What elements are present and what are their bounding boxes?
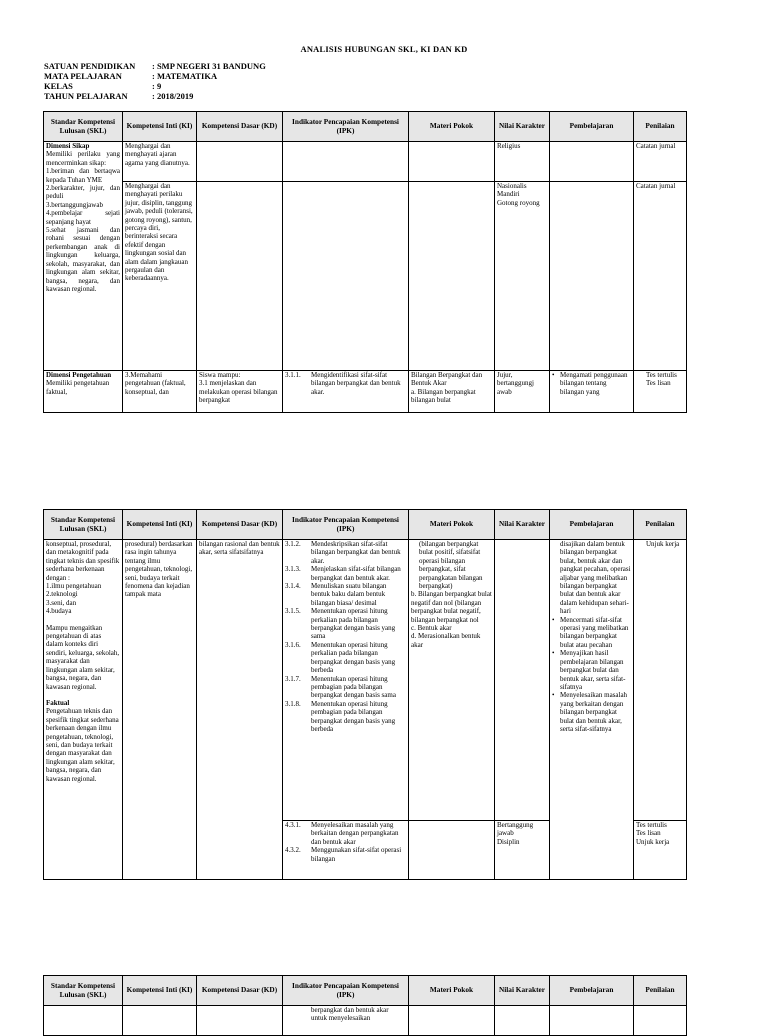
info-label: KELAS xyxy=(44,81,73,91)
bullet-icon: • xyxy=(552,371,555,379)
nilai3-cell: Jujur, bertanggungj awab xyxy=(495,371,550,413)
header-materi: Materi Pokok xyxy=(409,510,495,540)
skl-text: konseptual, prosedural, dan metakognitif pada tingkat teknis dan spesifik sederhana berkenaan dengan : xyxy=(46,540,120,582)
ipk-number: 3.1.3. xyxy=(285,565,301,574)
materi-text: (bilangan berpangkat bulat positif, sifatsifat operasi bilangan berpangkat, sifat perpangkatan bilangan berpangkat) xyxy=(419,540,483,591)
ipk-text: Menggunakan sifat-sifat operasi bilangan xyxy=(311,846,402,863)
empty-cell xyxy=(550,142,634,182)
ipk-text: berpangkat dan bentuk akar untuk menyelesaikan xyxy=(311,1006,389,1023)
empty-cell xyxy=(283,182,409,371)
materi-item: a. Bilangan berpangkat bilangan bulat xyxy=(411,387,476,405)
pembelajaran-item xyxy=(552,649,631,691)
ipk-cont-cell xyxy=(283,1006,409,1036)
empty-cell xyxy=(495,540,550,821)
sikap-item: 1.beriman dan bertaqwa kepada Tuhan YME xyxy=(46,167,120,184)
header-ki: Kompetensi Inti (KI) xyxy=(123,112,197,142)
ipk-item xyxy=(285,607,406,641)
kd-cont-cell: bilangan rasional dan bentuk akar, serta sifatsifatnya xyxy=(197,540,283,880)
ipk-text: Mendeskripsikan sifat-sifat bilangan berpangkat dan bentuk akar. xyxy=(311,540,401,565)
empty-cell xyxy=(197,182,283,371)
info-value: : 9 xyxy=(152,81,162,91)
ipk-text: Menjelaskan sifat-sifat bilangan berpangkat dan bentuk akar. xyxy=(311,565,401,582)
kd3-cell xyxy=(197,371,283,413)
info-label: SATUAN PENDIDIKAN xyxy=(44,61,136,71)
ipk-item xyxy=(285,821,406,846)
header-kd: Kompetensi Dasar (KD) xyxy=(197,510,283,540)
sikap-title: Dimensi Sikap xyxy=(46,142,90,150)
header-ipk: Indikator Pencapaian Kompetensi (IPK) xyxy=(283,976,409,1006)
header-kd: Kompetensi Dasar (KD) xyxy=(197,112,283,142)
pembelajaran-item xyxy=(552,371,631,396)
skl-list-item: 3.seni, dan xyxy=(46,598,77,607)
header-ipk: Indikator Pencapaian Kompetensi (IPK) xyxy=(283,510,409,540)
penilaian2-cell: Catatan jurnal xyxy=(634,182,687,371)
ipk-number: 3.1.2. xyxy=(285,540,301,548)
pembelajaran-item xyxy=(552,616,631,650)
empty-cell xyxy=(409,142,495,182)
ipk-item xyxy=(285,371,406,396)
info-label: MATA PELAJARAN xyxy=(44,71,122,81)
pembelajaran-text: Menyelesaikan masalah yang berkaitan dengan bilangan berpangkat bulat dan bentuk akar, serta sifat-sifatnya xyxy=(560,691,628,733)
pengetahuan-text: Memiliki pengetahuan faktual, xyxy=(46,379,110,396)
ipk-text: Menentukan operasi hitung pembagian pada bilangan berpangkat dengan basis yang berbeda xyxy=(311,699,396,733)
ipk-item xyxy=(285,700,406,734)
empty-cell xyxy=(197,142,283,182)
ipk-item xyxy=(285,641,406,675)
ki3-cell: 3.Memahami pengetahuan (faktual, konseptual, dan xyxy=(123,371,197,413)
kd3-text: 3.1 menjelaskan dan melakukan operasi bilangan berpangkat xyxy=(199,379,278,405)
empty-cell xyxy=(123,1006,197,1036)
header-ipk: Indikator Pencapaian Kompetensi (IPK) xyxy=(283,112,409,142)
materi-item: b. Bilangan berpangkat bulat negatif dan nol (bilangan berpangkat bulat negatif, bilangan berpangkat nol xyxy=(411,590,492,624)
sikap-item: 2.berkarakter, jujur, dan peduli xyxy=(46,184,120,201)
skl-list-item: 4.budaya xyxy=(46,607,72,616)
ipk-text: Menentukan operasi hitung perkalian pada bilangan berpangkat dengan basis yang berbeda xyxy=(311,640,396,675)
penilaian4-cell: Tes tertulis Tes lisan Unjuk kerja xyxy=(634,821,687,880)
pembelajaran-item xyxy=(552,691,631,733)
faktual-text: Pengetahuan teknis dan spesifik tingkat sederhana berkenaan dengan ilmu pengetahuan, teknologi, seni, dan budaya terkait dengan masyarakat dan lingkungan alam sekitar, bangsa, negara, dan kawasan regional. xyxy=(46,707,119,783)
sikap-item: 5.sehat jasmani dan rohani sesuai dengan perkembangan anak di lingkungan keluarga, sekolah, masyarakat, dan lingkungan alam sekitar, bangsa, negara, dan kawasan regional. xyxy=(46,226,120,293)
skl-list-item: 2.teknologi xyxy=(46,590,78,599)
header-penilaian: Penilaian xyxy=(634,510,687,540)
empty-cell xyxy=(550,182,634,371)
ipk-number: 3.1.5. xyxy=(285,607,301,616)
info-value: : SMP NEGERI 31 BANDUNG xyxy=(152,61,266,71)
ipk-text: Menentukan operasi hitung pembagian pada bilangan berpangkat dengan basis sama xyxy=(311,674,396,700)
sikap-item: 3.bertanggungjawab xyxy=(46,200,103,209)
pembelajaran-text: Mengamati penggunaan bilangan tentang bilangan yang xyxy=(560,371,628,396)
skl-pengetahuan-cell xyxy=(44,371,123,413)
ipk-item xyxy=(285,582,406,607)
ipk-number: 3.1.8. xyxy=(285,699,301,708)
header-nilai: Nilai Karakter xyxy=(495,976,550,1006)
nilai2-cell: Nasionalis Mandiri Gotong royong xyxy=(495,182,550,371)
materi-cont-cell xyxy=(409,540,495,821)
ki-cont-cell: prosedural) berdasarkan rasa ingin tahunya tentang ilmu pengetahuan, teknologi, seni, budaya terkait fenomena dan kejadian tampak mata xyxy=(123,540,197,880)
header-nilai: Nilai Karakter xyxy=(495,112,550,142)
materi-title: Bilangan Berpangkat dan Bentuk Akar xyxy=(411,371,483,388)
info-value: : 2018/2019 xyxy=(152,91,194,101)
ipk-number: 4.3.1. xyxy=(285,821,301,829)
bullet-icon: • xyxy=(552,615,555,624)
ki2-cell: Menghargai dan menghayati perilaku jujur, disiplin, tanggung jawab, peduli (toleransi, gotong royong), santun, percaya diri, berinteraksi secara efektif dengan lingkungan sosial dan alam dalam jangkauan pergaulan dan keberadaannya. xyxy=(123,182,197,371)
pembelajaran-cell xyxy=(550,371,634,413)
bullet-icon: • xyxy=(552,649,555,658)
header-kd: Kompetensi Dasar (KD) xyxy=(197,976,283,1006)
ipk3-cell xyxy=(283,540,409,821)
ipk-number: 3.1.7. xyxy=(285,674,301,683)
skl-list-item: 1.ilmu pengetahuan xyxy=(46,582,102,591)
header-ki: Kompetensi Inti (KI) xyxy=(123,976,197,1006)
penilaian-top-cell: Unjuk kerja xyxy=(634,540,687,821)
empty-cell xyxy=(283,142,409,182)
pembelajaran-text: Menyajikan hasil pembelajaran bilangan berpangkat bulat dan bentuk akar, serta sifat-sifatnya xyxy=(560,649,626,691)
skl-text: Mampu mengaitkan pengetahuan di atas dalam konteks diri sendiri, keluarga, sekolah, masyarakat dan lingkungan alam sekitar, bangsa, negara, dan kawasan regional. xyxy=(46,623,120,691)
pembelajaran-cont-cell xyxy=(550,540,634,880)
materi-cell xyxy=(409,371,495,413)
materi-item: c. Bentuk akar xyxy=(411,624,452,633)
ipk-number: 3.1.4. xyxy=(285,582,301,591)
skl-sikap-cell xyxy=(44,142,123,371)
ki1-cell: Menghargai dan menghayati ajaran agama yang dianutnya. xyxy=(123,142,197,182)
header-skl: Standar Kompetensi Lulusan (SKL) xyxy=(44,510,123,540)
header-penilaian: Penilaian xyxy=(634,976,687,1006)
pembelajaran-text: Mencermati sifat-sifat operasi yang melibatkan bilangan berpangkat bulat atau pecahan xyxy=(560,615,629,649)
pembelajaran-text: disajikan dalam bentuk bilangan berpangkat bulat, bentuk akar dan pangkat pecahan, operasi aljabar yang melibatkan bilangan berpangkat bulat dan bentuk akar dalam kehidupan sehari-hari xyxy=(560,540,631,616)
sikap-intro: Memiliki perilaku yang mencerminkan sikap: xyxy=(46,150,120,167)
ipk-text: Menuliskan suatu bilangan bentuk baku dalam bentuk bilangan biasa/ desimal xyxy=(311,582,387,607)
empty-cell xyxy=(634,1006,687,1036)
penilaian1-cell: Catatan jurnal xyxy=(634,142,687,182)
header-pembelajaran: Pembelajaran xyxy=(550,976,634,1006)
materi-item: d. Merasionalkan bentuk akar xyxy=(411,632,481,649)
ipk-cell xyxy=(283,371,409,413)
ipk-number: 3.1.6. xyxy=(285,640,301,649)
skl-cont-cell xyxy=(44,540,123,880)
ipk-text: Mengidentifikasi sifat-sifat bilangan berpangkat dan bentuk akar. xyxy=(311,371,401,396)
analysis-table-page3 xyxy=(43,975,687,1036)
empty-cell xyxy=(409,1006,495,1036)
analysis-table-page1 xyxy=(43,111,687,413)
kd3-lead: Siswa mampu: xyxy=(199,371,241,379)
header-materi: Materi Pokok xyxy=(409,112,495,142)
ipk-number: 4.3.2. xyxy=(285,846,301,855)
school-info xyxy=(44,61,266,101)
empty-cell xyxy=(409,821,495,880)
ipk-number: 3.1.1. xyxy=(285,371,301,379)
info-value: : MATEMATIKA xyxy=(152,71,218,81)
header-pembelajaran: Pembelajaran xyxy=(550,510,634,540)
header-skl: Standar Kompetensi Lulusan (SKL) xyxy=(44,112,123,142)
ipk-text: Menyelesaikan masalah yang berkaitan dengan perpangkatan dan bentuk akar xyxy=(311,821,399,846)
header-pembelajaran: Pembelajaran xyxy=(550,112,634,142)
empty-cell xyxy=(495,1006,550,1036)
header-ki: Kompetensi Inti (KI) xyxy=(123,510,197,540)
document-title: ANALISIS HUBUNGAN SKL, KI DAN KD xyxy=(300,44,468,54)
header-penilaian: Penilaian xyxy=(634,112,687,142)
info-label: TAHUN PELAJARAN xyxy=(44,91,128,101)
empty-cell xyxy=(409,182,495,371)
header-skl: Standar Kompetensi Lulusan (SKL) xyxy=(44,976,123,1006)
ipk-item xyxy=(285,540,406,565)
header-materi: Materi Pokok xyxy=(409,976,495,1006)
sikap-item: 4.pembelajar sejati sepanjang hayat xyxy=(46,209,120,226)
header-nilai: Nilai Karakter xyxy=(495,510,550,540)
ipk4-cell xyxy=(283,821,409,880)
empty-cell xyxy=(550,1006,634,1036)
ipk-item xyxy=(285,565,406,582)
ipk-item xyxy=(285,846,406,863)
nilai1-cell: Religius xyxy=(495,142,550,182)
ipk-item xyxy=(285,675,406,700)
ipk-text: Menentukan operasi hitung perkalian pada bilangan berpangkat dengan basis yang sama xyxy=(311,607,396,641)
empty-cell xyxy=(197,1006,283,1036)
analysis-table-page2 xyxy=(43,509,687,880)
bullet-icon: • xyxy=(552,691,555,700)
nilai4-cell: Bertanggung jawab Disiplin xyxy=(495,821,550,880)
empty-cell xyxy=(44,1006,123,1036)
penilaian3-cell: Tes tertulis Tes lisan xyxy=(634,371,687,413)
faktual-title: Faktual xyxy=(46,698,70,707)
pengetahuan-title: Dimensi Pengetahuan xyxy=(46,371,112,379)
